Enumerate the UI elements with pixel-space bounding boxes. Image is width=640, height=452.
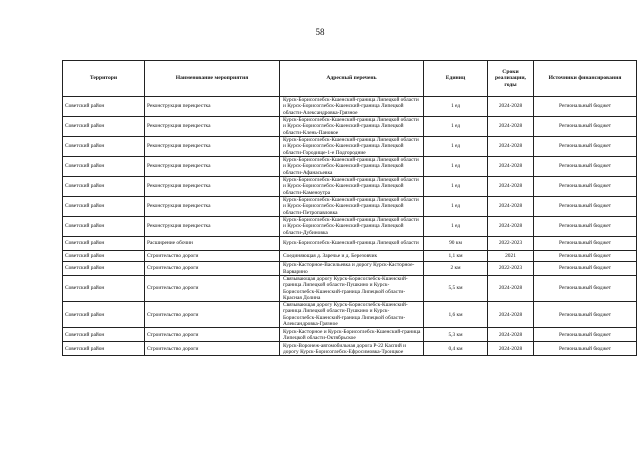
units-cell: 1 ед xyxy=(424,157,488,177)
address-cell: Курск-Борисоглебск-Кшенский-граница Липецкой области и Курск-Борисоглебск-Кшенский-граница Липецкой области-Городище-1-е Подгородние xyxy=(280,137,424,157)
period-cell: 2024-2028 xyxy=(488,328,534,342)
territory-cell: Советский район xyxy=(63,197,145,217)
period-cell: 2022-2023 xyxy=(488,237,534,251)
source-cell: Региональный бюджет xyxy=(534,262,637,276)
table-row xyxy=(63,117,637,137)
address-cell: Соединяющая д. Заречье и д. Березовчик xyxy=(280,251,424,262)
address-cell: Курск-Борисоглебск-Кшенский-граница Липецкой области и Курск-Борисоглебск-Кшенский-граница Липецкой области-Дубиновка xyxy=(280,217,424,237)
period-cell: 2024-2028 xyxy=(488,137,534,157)
address-cell: Курск-Касторное и Курск-Борисоглебск-Кшенский-граница Липецкой области-Октябрьское xyxy=(280,328,424,342)
table-row xyxy=(63,177,637,197)
source-cell: Региональный бюджет xyxy=(534,251,637,262)
units-cell: 1 ед xyxy=(424,137,488,157)
units-cell: 2 км xyxy=(424,262,488,276)
territory-cell: Советский район xyxy=(63,237,145,251)
address-cell: Курск-Борисоглебск-Кшенский-граница Липецкой области и Курск-Борисоглебск-Кшенский-граница Липецкой области-Афанасьевка xyxy=(280,157,424,177)
period-cell: 2024-2028 xyxy=(488,276,534,302)
territory-cell: Советский район xyxy=(63,342,145,356)
territory-cell: Советский район xyxy=(63,328,145,342)
units-cell: 0,4 км xyxy=(424,342,488,356)
event-cell: Реконструкция перекрестка xyxy=(145,157,280,177)
territory-cell: Советский район xyxy=(63,157,145,177)
event-cell: Реконструкция перекрестка xyxy=(145,177,280,197)
address-cell: Связывающая дорогу Курск-Борисоглебск-Кшенский-граница Липецкой области-Пушкино и Курск-Борисоглебск-Кшенский-граница Липецкой области-Александровка-Грязное xyxy=(280,302,424,328)
units-cell: 1 ед xyxy=(424,217,488,237)
source-cell: Региональный бюджет xyxy=(534,137,637,157)
header-units: Единиц xyxy=(424,61,488,97)
event-cell: Строительство дороги xyxy=(145,262,280,276)
units-cell: 1,6 км xyxy=(424,302,488,328)
source-cell: Региональный бюджет xyxy=(534,217,637,237)
event-cell: Расширение обочин xyxy=(145,237,280,251)
territory-cell: Советский район xyxy=(63,262,145,276)
address-cell: Курск-Борисоглебск-Кшенский-граница Липецкой области xyxy=(280,237,424,251)
table-header-row xyxy=(63,61,637,97)
measures-table xyxy=(62,60,637,356)
source-cell: Региональный бюджет xyxy=(534,177,637,197)
table-row xyxy=(63,237,637,251)
event-cell: Строительство дороги xyxy=(145,302,280,328)
territory-cell: Советский район xyxy=(63,97,145,117)
event-cell: Строительство дороги xyxy=(145,328,280,342)
event-cell: Реконструкция перекрестка xyxy=(145,137,280,157)
period-cell: 2024-2028 xyxy=(488,217,534,237)
source-cell: Региональный бюджет xyxy=(534,117,637,137)
table-row xyxy=(63,197,637,217)
event-cell: Строительство дороги xyxy=(145,276,280,302)
address-cell: Курск-Воронеж-автомобильная дорога Р-22 Каспий и дорогу Курск-Борисоглебск-Ефросимовка-Троицкое xyxy=(280,342,424,356)
table-row xyxy=(63,328,637,342)
event-cell: Строительство дороги xyxy=(145,342,280,356)
table-row xyxy=(63,342,637,356)
territory-cell: Советский район xyxy=(63,177,145,197)
event-cell: Реконструкция перекрестка xyxy=(145,197,280,217)
territory-cell: Советский район xyxy=(63,251,145,262)
source-cell: Региональный бюджет xyxy=(534,157,637,177)
address-cell: Курск-Борисоглебск-Кшенский-граница Липецкой области и Курск-Борисоглебск-Кшенский-граница Липецкой области-Каменоутра xyxy=(280,177,424,197)
period-cell: 2024-2028 xyxy=(488,302,534,328)
source-cell: Региональный бюджет xyxy=(534,237,637,251)
source-cell: Региональный бюджет xyxy=(534,97,637,117)
territory-cell: Советский район xyxy=(63,137,145,157)
table-row xyxy=(63,302,637,328)
period-cell: 2024-2028 xyxy=(488,117,534,137)
address-cell: Курск-Касторное-Васильевка и дорогу Курск-Касторное-Варварино xyxy=(280,262,424,276)
source-cell: Региональный бюджет xyxy=(534,342,637,356)
header-period: Сроки реализации, годы xyxy=(488,61,534,97)
territory-cell: Советский район xyxy=(63,117,145,137)
table-row xyxy=(63,217,637,237)
units-cell: 1 ед xyxy=(424,197,488,217)
period-cell: 2024-2028 xyxy=(488,342,534,356)
table-row xyxy=(63,262,637,276)
event-cell: Строительство дороги xyxy=(145,251,280,262)
units-cell: 1 ед xyxy=(424,117,488,137)
units-cell: 1 ед xyxy=(424,97,488,117)
table-row xyxy=(63,137,637,157)
table-row xyxy=(63,97,637,117)
header-event: Наименование мероприятия xyxy=(145,61,280,97)
units-cell: 5,3 км xyxy=(424,328,488,342)
event-cell: Реконструкция перекрестка xyxy=(145,97,280,117)
table-row xyxy=(63,276,637,302)
event-cell: Реконструкция перекрестка xyxy=(145,217,280,237)
territory-cell: Советский район xyxy=(63,276,145,302)
period-cell: 2021 xyxy=(488,251,534,262)
table-body xyxy=(63,97,637,356)
address-cell: Курск-Борисоглебск-Кшенский-граница Липецкой области и Курск-Борисоглебск-Кшенский-граница Липецкой области-Клень-Пановое xyxy=(280,117,424,137)
measures-table-container xyxy=(62,60,636,356)
table-row xyxy=(63,157,637,177)
units-cell: 1 ед xyxy=(424,177,488,197)
address-cell: Курск-Борисоглебск-Кшенский-граница Липецкой области и Курск-Борисоглебск-Кшенский-граница Липецкой области-Александровка-Грязное xyxy=(280,97,424,117)
territory-cell: Советский район xyxy=(63,217,145,237)
header-territory: Территори xyxy=(63,61,145,97)
period-cell: 2024-2028 xyxy=(488,177,534,197)
source-cell: Региональный бюджет xyxy=(534,302,637,328)
units-cell: 1,1 км xyxy=(424,251,488,262)
header-source: Источники финансирования xyxy=(534,61,637,97)
page-number: 58 xyxy=(315,27,325,37)
source-cell: Региональный бюджет xyxy=(534,328,637,342)
source-cell: Региональный бюджет xyxy=(534,197,637,217)
address-cell: Курск-Борисоглебск-Кшенский-граница Липецкой области и Курск-Борисоглебск-Кшенский-граница Липецкой области-Петропавловка xyxy=(280,197,424,217)
territory-cell: Советский район xyxy=(63,302,145,328)
address-cell: Связывающая дорогу Курск-Борисоглебск-Кшенский-граница Липецкой области-Пушкино и Курск-Борисоглебск-Кшенский-граница Липецкой области-Красная Долина xyxy=(280,276,424,302)
period-cell: 2024-2028 xyxy=(488,157,534,177)
event-cell: Реконструкция перекрестка xyxy=(145,117,280,137)
units-cell: 90 км xyxy=(424,237,488,251)
period-cell: 2022-2023 xyxy=(488,262,534,276)
table-row xyxy=(63,251,637,262)
units-cell: 5,5 км xyxy=(424,276,488,302)
period-cell: 2024-2028 xyxy=(488,97,534,117)
period-cell: 2024-2028 xyxy=(488,197,534,217)
source-cell: Региональный бюджет xyxy=(534,276,637,302)
header-address: Адресный перечень xyxy=(280,61,424,97)
